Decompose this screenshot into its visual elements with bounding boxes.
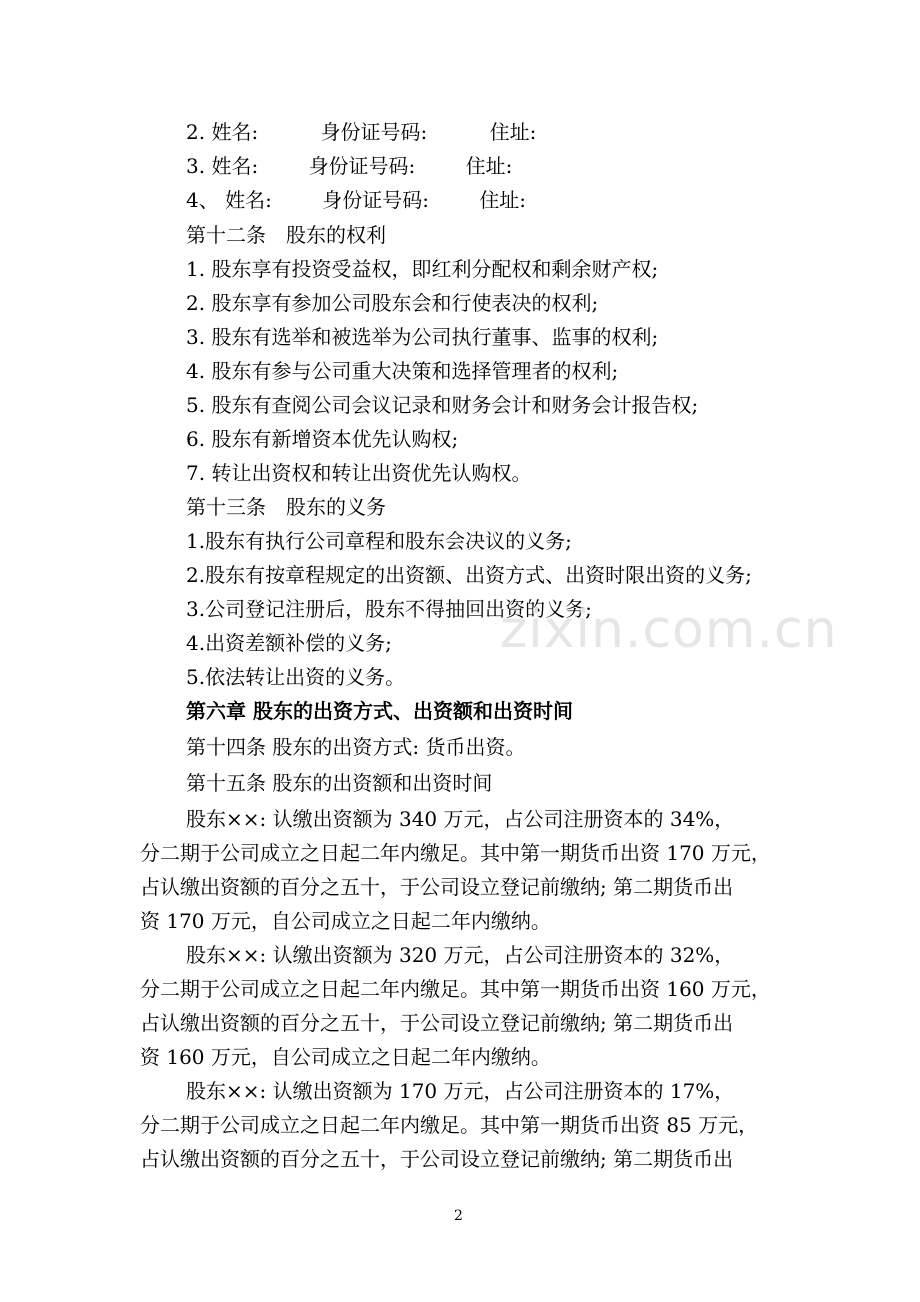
address-label: 住址:	[465, 154, 513, 178]
article-12-item-6: 6. 股东有新增资本优先认购权;	[186, 427, 459, 451]
article-12-item-1: 1. 股东享有投资受益权，即红利分配权和剩余财产权;	[186, 257, 659, 281]
paragraph-line: 占认缴出资额的百分之五十，于公司设立登记前缴纳; 第二期货币出	[140, 1147, 734, 1171]
shareholder-line-4	[186, 186, 526, 214]
article-12-item-4: 4. 股东有参与公司重大决策和选择管理者的权利;	[186, 359, 619, 383]
item-number: 3.	[186, 154, 206, 178]
article-12-item-3: 3. 股东有选举和被选举为公司执行董事、监事的权利;	[186, 325, 659, 349]
article-13-item-3: 3.公司登记注册后，股东不得抽回出资的义务;	[186, 597, 592, 621]
name-label: 姓名:	[211, 154, 259, 178]
paragraph-line: 股东××: 认缴出资额为 170 万元，占公司注册资本的 17%，	[186, 1079, 735, 1103]
address-label: 住址:	[479, 188, 527, 212]
name-label: 姓名:	[225, 188, 272, 212]
watermark: zixin.com.cn	[500, 600, 838, 660]
paragraph-line: 股东××: 认缴出资额为 320 万元，占公司注册资本的 32%，	[186, 943, 735, 967]
article-13-item-2: 2.股东有按章程规定的出资额、出资方式、出资时限出资的义务;	[186, 563, 752, 587]
paragraph-line: 资 160 万元，自公司成立之日起二年内缴纳。	[140, 1045, 551, 1069]
paragraph-line: 占认缴出资额的百分之五十，于公司设立登记前缴纳; 第二期货币出	[140, 1011, 734, 1035]
paragraph-line: 股东××: 认缴出资额为 340 万元，占公司注册资本的 34%，	[186, 807, 735, 831]
chapter-6-heading: 第六章 股东的出资方式、出资额和出资时间	[186, 699, 573, 723]
article-13-title: 第十三条 股东的义务	[186, 495, 386, 519]
id-label: 身份证号码:	[320, 120, 428, 144]
article-12-title: 第十二条 股东的权利	[186, 223, 386, 247]
article-13-item-5: 5.依法转让出资的义务。	[186, 665, 406, 689]
paragraph-line: 分二期于公司成立之日起二年内缴足。其中第一期货币出资 170 万元，	[140, 841, 771, 865]
contribution-paragraph-1	[140, 802, 780, 938]
shareholder-line-2	[186, 118, 536, 146]
article-12-item-5: 5. 股东有查阅公司会议记录和财务会计和财务会计报告权;	[186, 393, 699, 417]
id-label: 身份证号码:	[308, 154, 416, 178]
page-number: 2	[454, 1208, 463, 1224]
item-number: 2.	[186, 120, 206, 144]
article-13-item-4: 4.出资差额补偿的义务;	[186, 631, 392, 655]
address-label: 住址:	[489, 120, 537, 144]
contribution-paragraph-3	[140, 1074, 780, 1176]
shareholder-line-3	[186, 152, 512, 180]
paragraph-line: 占认缴出资额的百分之五十，于公司设立登记前缴纳; 第二期货币出	[140, 875, 734, 899]
id-label: 身份证号码:	[322, 188, 429, 212]
article-12-item-2: 2. 股东享有参加公司股东会和行使表决的权利;	[186, 291, 599, 315]
article-15-title: 第十五条 股东的出资额和出资时间	[186, 771, 493, 795]
article-14: 第十四条 股东的出资方式: 货币出资。	[186, 735, 526, 759]
item-number: 4、	[186, 188, 219, 212]
name-label: 姓名:	[211, 120, 259, 144]
contribution-paragraph-2	[140, 938, 780, 1074]
article-12-item-7: 7. 转让出资权和转让出资优先认购权。	[186, 461, 532, 485]
paragraph-line: 分二期于公司成立之日起二年内缴足。其中第一期货币出资 160 万元，	[140, 977, 771, 1001]
article-13-item-1: 1.股东有执行公司章程和股东会决议的义务;	[186, 529, 572, 553]
paragraph-line: 资 170 万元，自公司成立之日起二年内缴纳。	[140, 909, 551, 933]
paragraph-line: 分二期于公司成立之日起二年内缴足。其中第一期货币出资 85 万元，	[140, 1113, 759, 1137]
